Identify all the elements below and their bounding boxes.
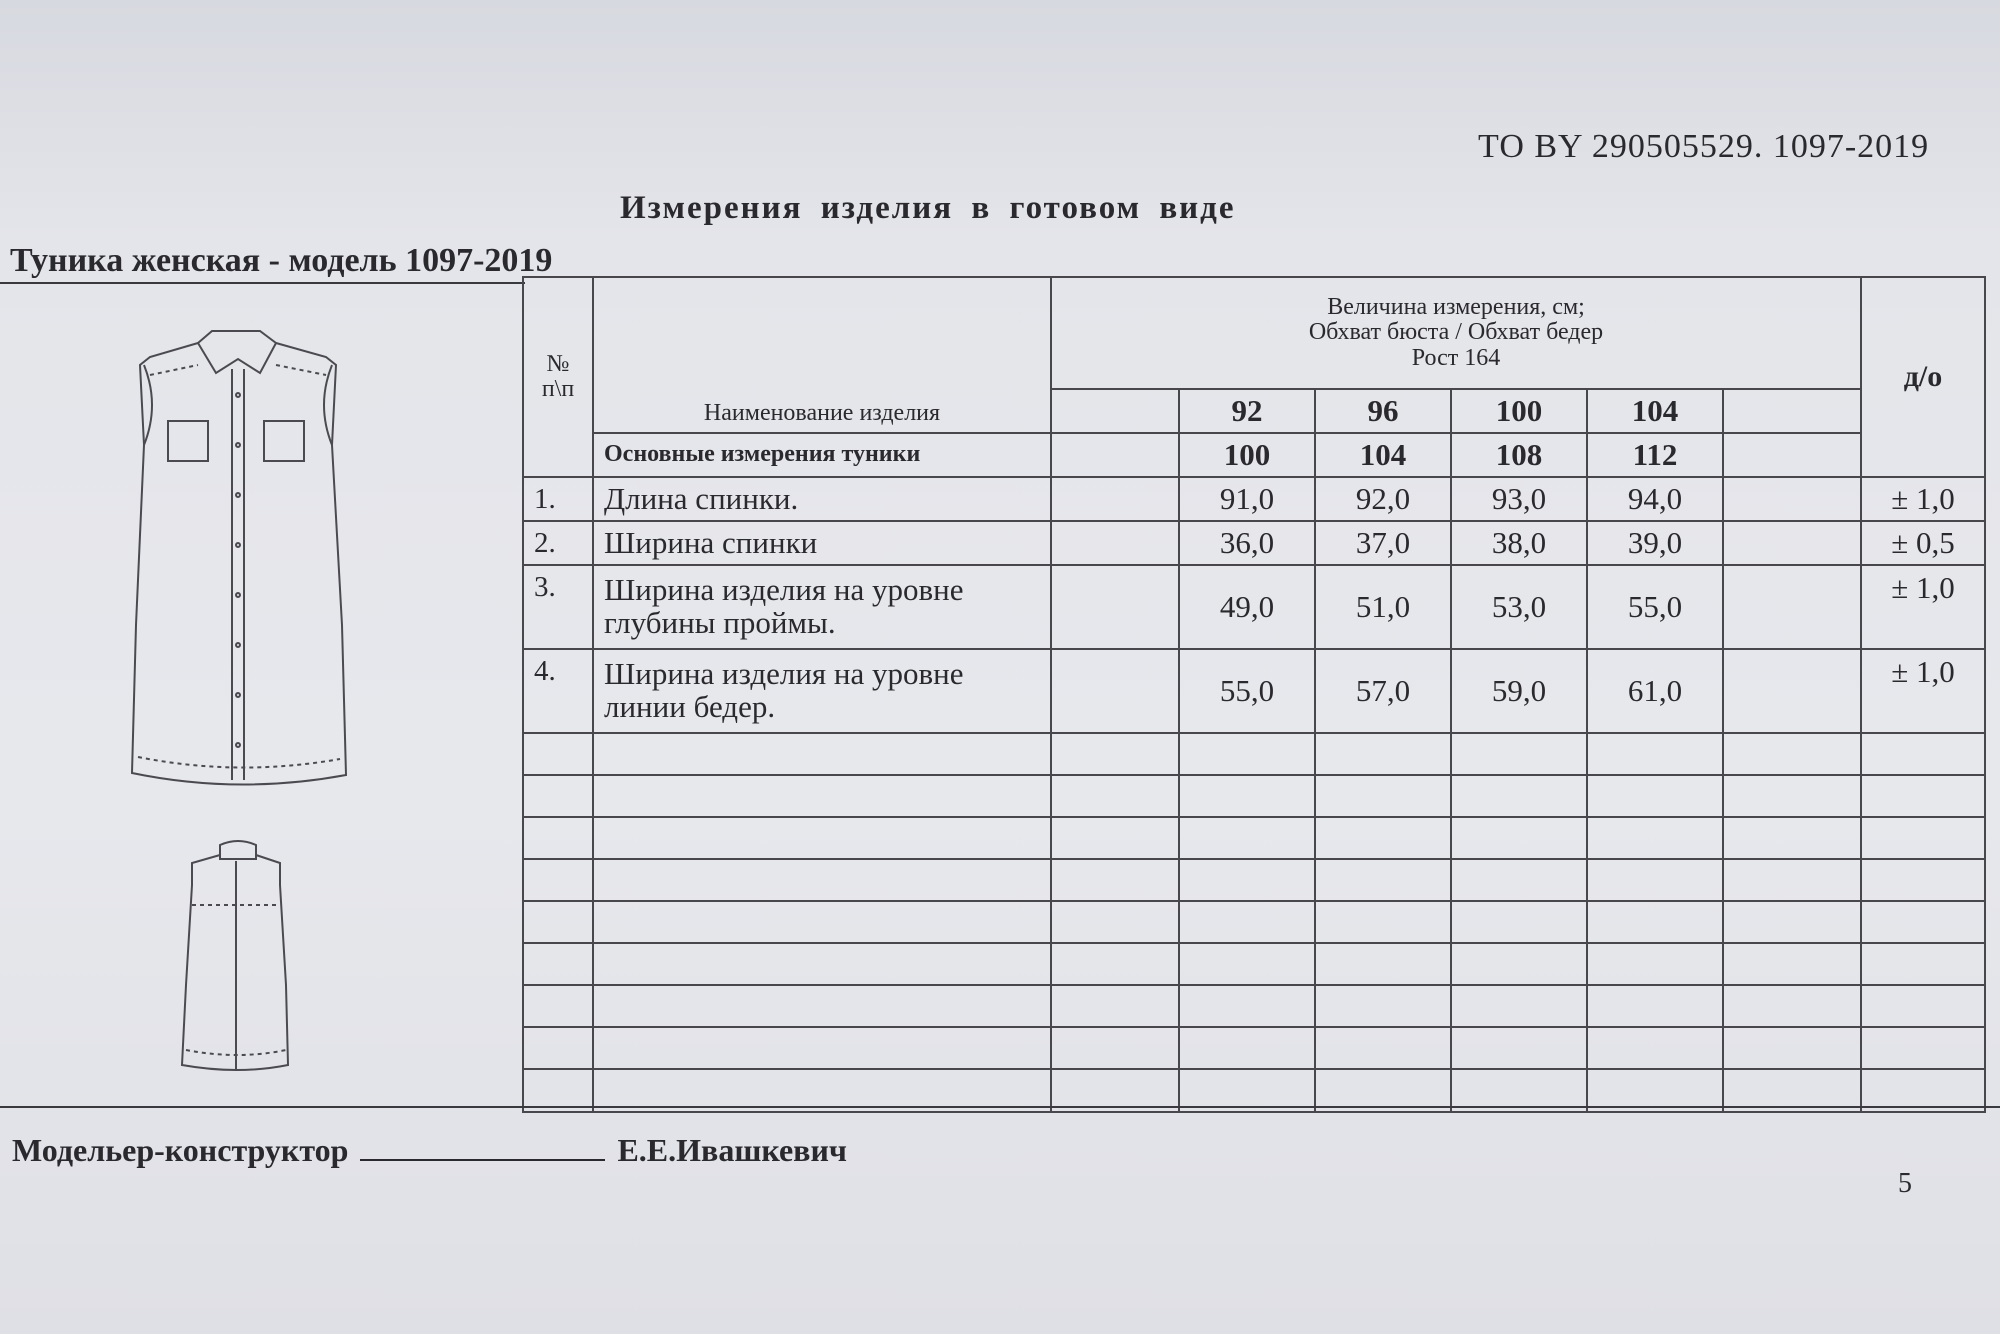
bust-size: 96	[1315, 389, 1451, 433]
signature-name: Е.Е.Ивашкевич	[617, 1132, 847, 1168]
table-row: 1. Длина спинки. 91,0 92,0 93,0 94,0 ± 1,0	[523, 477, 1985, 521]
signature-blank	[360, 1159, 605, 1161]
bust-size: 100	[1451, 389, 1587, 433]
header-divider	[0, 282, 525, 284]
tunic-front-sketch-icon	[132, 331, 346, 785]
document-code: ТО BY 290505529. 1097-2019	[1478, 128, 1930, 165]
empty-row	[523, 775, 1985, 817]
empty-row	[523, 859, 1985, 901]
empty-row	[523, 943, 1985, 985]
table-header-row	[523, 277, 1985, 389]
empty-row	[523, 1027, 1985, 1069]
hip-size: 104	[1315, 433, 1451, 477]
hip-size: 112	[1587, 433, 1723, 477]
hip-size: 100	[1179, 433, 1315, 477]
signature-line	[12, 1132, 847, 1169]
bust-size: 92	[1179, 389, 1315, 433]
page-number: 5	[1898, 1168, 1912, 1199]
footer-divider	[0, 1106, 2000, 1108]
empty-row	[523, 901, 1985, 943]
empty-row	[523, 733, 1985, 775]
col-name-subheader: Основные измерения туники	[593, 433, 1051, 477]
measure-header: Величина измерения, см; Обхват бюста / Обхват бедер Рост 164	[1051, 277, 1861, 389]
measurements-table	[522, 276, 1986, 1113]
hip-size-row	[523, 433, 1985, 477]
model-title: Туника женская - модель 1097-2019	[10, 242, 553, 279]
tunic-sketches	[110, 325, 370, 1085]
page-title: Измерения изделия в готовом виде	[620, 190, 1236, 226]
tolerance-header: д/о	[1861, 277, 1985, 477]
table-row: 2. Ширина спинки 36,0 37,0 38,0 39,0 ± 0,5	[523, 521, 1985, 565]
empty-row	[523, 817, 1985, 859]
signature-label: Модельер-конструктор	[12, 1132, 349, 1168]
hip-size: 108	[1451, 433, 1587, 477]
tunic-back-sketch-icon	[182, 841, 288, 1070]
table-row: 3. Ширина изделия на уровне глубины проймы. 49,0 51,0 53,0 55,0 ± 1,0	[523, 565, 1985, 649]
table-row: 4. Ширина изделия на уровне линии бедер. 55,0 57,0 59,0 61,0 ± 1,0	[523, 649, 1985, 733]
col-name-header: Наименование изделия	[593, 277, 1051, 433]
bust-size: 104	[1587, 389, 1723, 433]
empty-row	[523, 985, 1985, 1027]
col-num-header: № п\п	[523, 277, 593, 477]
